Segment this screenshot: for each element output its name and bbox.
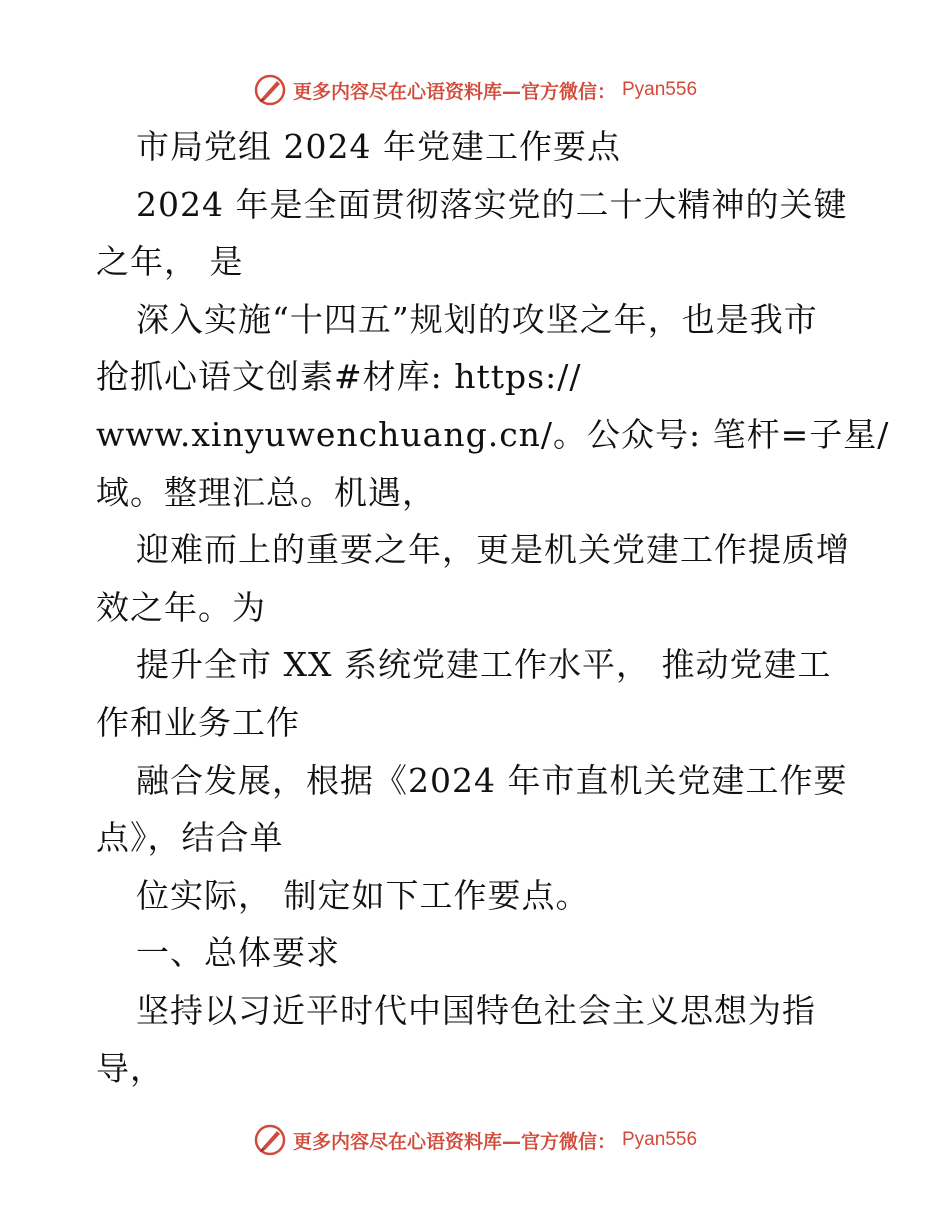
paragraph-line: 迎难而上的重要之年，更是机关党建工作提质增 xyxy=(136,530,850,570)
paragraph-line: 点》，结合单 xyxy=(96,818,284,858)
paragraph-line: 2024 年是全面贯彻落实党的二十大精神的关键 xyxy=(136,184,848,224)
watermark-text: 更多内容尽在心语资料库—官方微信： xyxy=(292,1130,616,1153)
watermark-brand: Pyan556 xyxy=(622,79,698,100)
paragraph-line: 作和业务工作 xyxy=(96,702,300,742)
paragraph-line: 深入实施“十四五”规划的攻坚之年，也是我市 xyxy=(136,299,818,339)
section-heading: 一、总体要求 xyxy=(136,933,340,973)
paragraph-line: 效之年。为 xyxy=(96,587,266,627)
paragraph-line: 抢抓心语文创素#材库: https:// xyxy=(96,357,582,397)
paragraph-line: 之年， 是 xyxy=(96,242,244,282)
watermark-text: 更多内容尽在心语资料库—官方微信： xyxy=(292,80,616,103)
header-watermark xyxy=(0,70,950,110)
footer-watermark xyxy=(0,1120,950,1160)
paragraph-line: 导， xyxy=(96,1048,164,1088)
paragraph-line: 融合发展，根据《2024 年市直机关党建工作要 xyxy=(136,760,848,800)
quill-pen-logo-icon xyxy=(253,1123,287,1157)
paragraph-line: 坚持以习近平时代中国特色社会主义思想为指 xyxy=(136,990,816,1030)
doc-title: 市局党组 2024 年党建工作要点 xyxy=(136,127,621,166)
quill-pen-logo-icon xyxy=(253,73,287,107)
paragraph-line: 提升全市 XX 系统党建工作水平， 推动党建工 xyxy=(136,645,832,685)
paragraph-line: 域。整理汇总。机遇， xyxy=(96,472,436,512)
watermark-brand: Pyan556 xyxy=(622,1129,698,1150)
paragraph-line: www.xinyuwenchuang.cn/。公众号: 笔杆=子星/ xyxy=(96,414,890,454)
paragraph-line: 位实际， 制定如下工作要点。 xyxy=(136,875,590,915)
document-body xyxy=(96,118,890,1097)
